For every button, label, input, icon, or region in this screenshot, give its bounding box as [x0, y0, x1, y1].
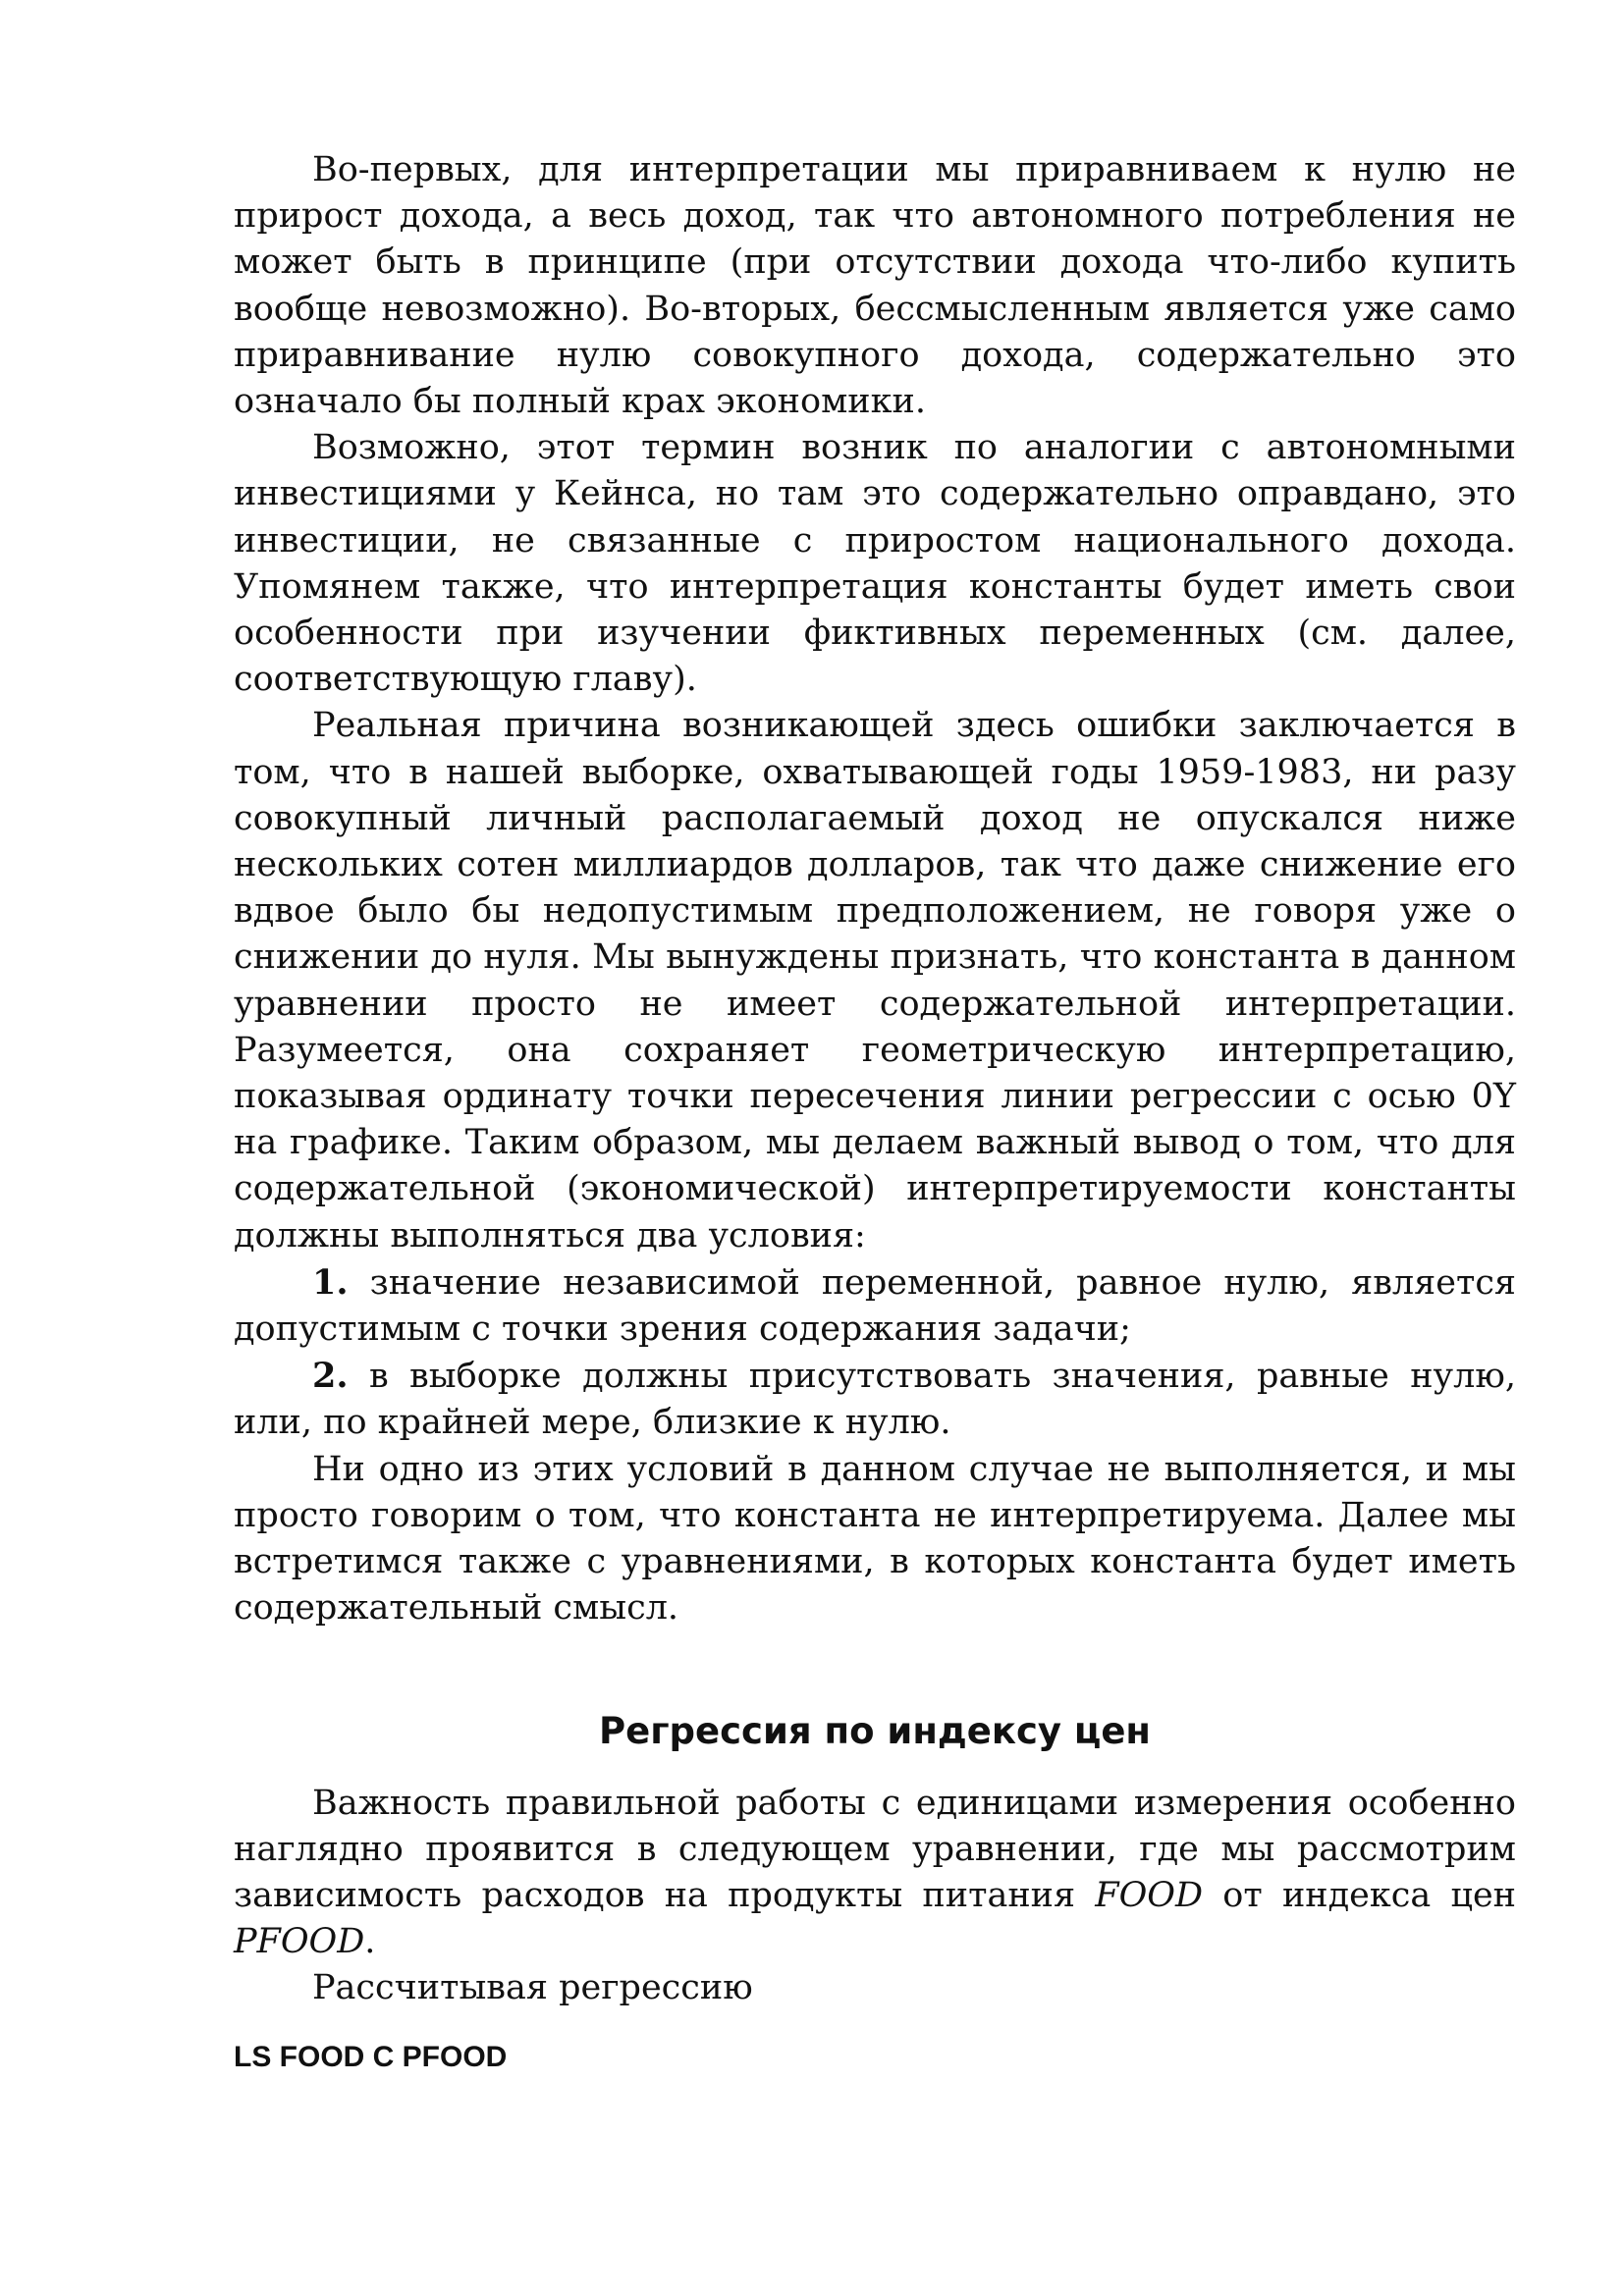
intro-text: . [364, 1922, 376, 1962]
variable-food: FOOD [1095, 1875, 1204, 1915]
variable-pfood: PFOOD [234, 1922, 365, 1962]
condition-number: 2. [312, 1356, 349, 1397]
document-page [234, 147, 1516, 2077]
condition-text: в выборке должны присутствовать значения, равные нулю, или, по крайней мере, близкие к нулю. [234, 1357, 1516, 1443]
condition-item-1 [234, 1259, 1516, 1353]
regression-command: LS FOOD C PFOOD [234, 2040, 508, 2073]
section-heading: Регрессия по индексу цен [598, 1709, 1151, 1752]
paragraph-keynes-analogy: Возможно, этот термин возник по аналогии с автономными инвестициями у Кейнса, но там это содержательно оправдано, это инвестиции, не связанные с приростом национального дохода. Упомянем также, что интерпретация константы будет иметь свои особенности при изучении фиктивных переменных (см. далее, соответствующую главу). [234, 428, 1516, 700]
intro-text: от индекса цен [1203, 1875, 1516, 1915]
intro-text: Важность правильной работы с единицами измерения особенно наглядно проявится в следующем уравнении, где мы рассмотрим зависимость расходов на продукты питания [234, 1783, 1516, 1915]
paragraph-section-intro [234, 1781, 1516, 1966]
paragraph-real-cause: Реальная причина возникающей здесь ошибки заключается в том, что в нашей выборке, охватывающей годы 1959-1983, ни разу совокупный личный располагаемый доход не опускался ниже нескольких сотен миллиардов долларов, так что даже снижение его вдвое было бы недопустимым предположением, не говоря уже о снижении до нуля. Мы вынуждены признать, что константа в данном уравнении просто не имеет содержательной интерпретации. Разумеется, она сохраняет геометрическую интерпретацию, показывая ординату точки пересечения линии регрессии с осью 0Y на графике. Таким образом, мы делаем важный вывод о том, что для содержательной (экономической) интерпретируемости константы должны выполняться два условия: [234, 706, 1516, 1255]
paragraph-interpretation-errors: Во-первых, для интерпретации мы приравниваем к нулю не прирост дохода, а весь доход, так что автономного потребления не может быть в принципе (при отсутствии дохода что-либо купить вообще невозможно). Во-вторых, бессмысленным является уже само приравнивание нулю совокупного дохода, содержательно это означало бы полный крах экономики. [234, 150, 1516, 422]
condition-text: значение независимой переменной, равное нулю, является допустимым с точки зрения содержания задачи; [234, 1262, 1516, 1350]
paragraph-conditions-not-met: Ни одно из этих условий в данном случае не выполняется, и мы просто говорим о том, что константа не интерпретируема. Далее мы встретимся также с уравнениями, в которых константа будет иметь содержательный смысл. [234, 1449, 1516, 1629]
condition-item-2 [234, 1353, 1516, 1446]
paragraph-lead-in: Рассчитывая регрессию [312, 1968, 753, 2008]
condition-number: 1. [312, 1261, 349, 1303]
